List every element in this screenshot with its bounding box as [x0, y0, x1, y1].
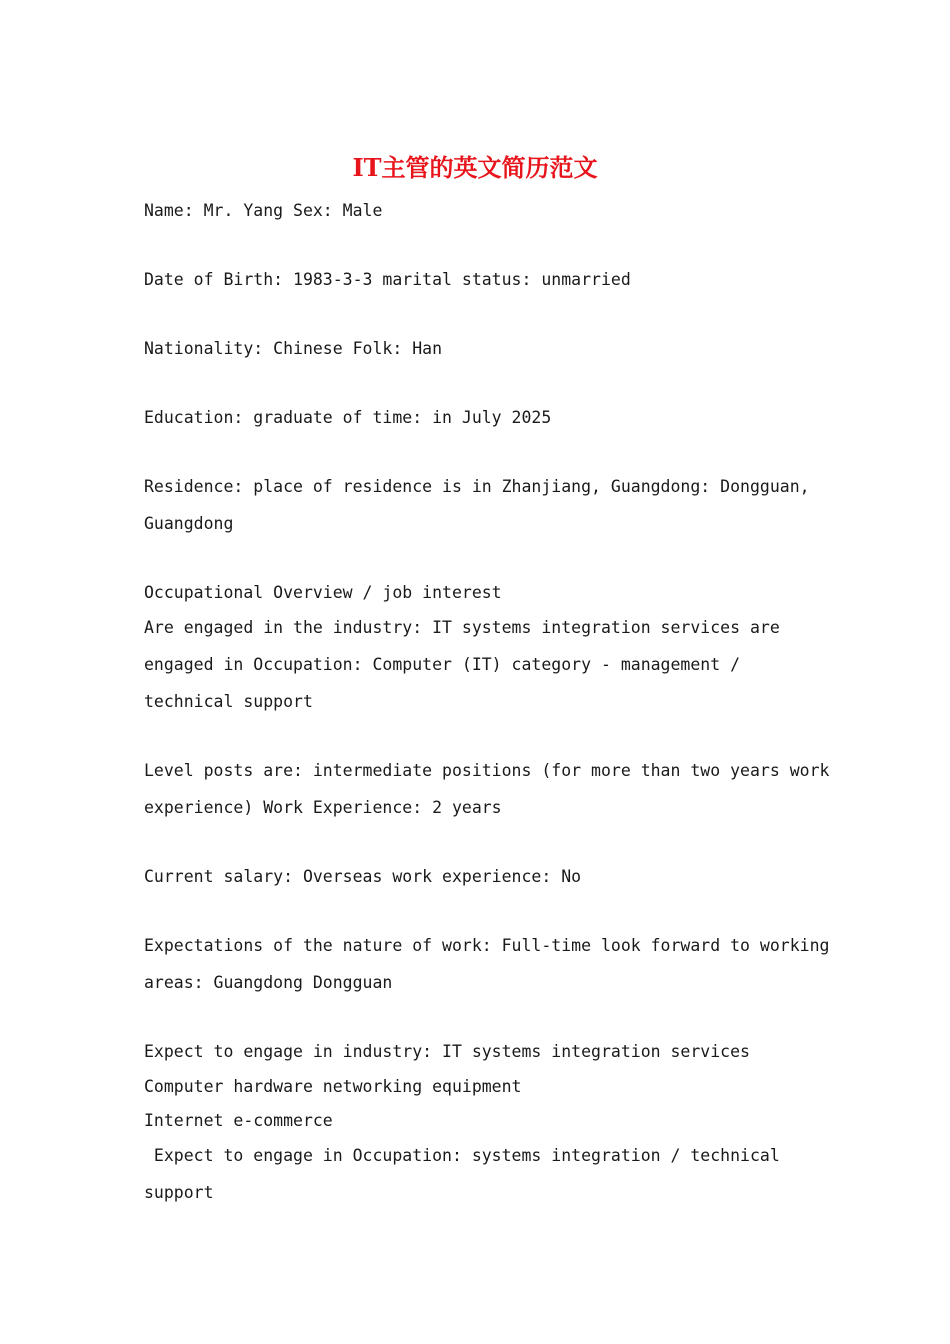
document-title: IT主管的英文简历范文	[352, 153, 598, 182]
text-line-birth: Date of Birth: 1983-3-3 marital status: unmarried	[144, 270, 631, 289]
text-line-nationality: Nationality: Chinese Folk: Han	[144, 339, 443, 358]
text-line-residence-cont: Guangdong	[144, 514, 234, 533]
text-line-name: Name: Mr. Yang Sex: Male	[144, 201, 383, 220]
text-line-occupation-cont: technical support	[144, 692, 313, 711]
text-line-education: Education: graduate of time: in July 2025	[144, 408, 552, 427]
text-line-level-cont: experience) Work Experience: 2 years	[144, 798, 502, 817]
text-line-ecommerce: Internet e-commerce	[144, 1111, 333, 1130]
text-line-residence: Residence: place of residence is in Zhanjiang, Guangdong: Dongguan,	[144, 477, 810, 496]
text-line-salary: Current salary: Overseas work experience: No	[144, 867, 582, 886]
text-line-occupation: engaged in Occupation: Computer (IT) category - management /	[144, 655, 741, 674]
text-line-industry: Are engaged in the industry: IT systems integration services are	[144, 618, 780, 637]
text-line-overview-heading: Occupational Overview / job interest	[144, 583, 502, 602]
text-line-expectations: Expectations of the nature of work: Full-time look forward to working	[144, 936, 830, 955]
text-line-expect-industry: Expect to engage in industry: IT systems integration services	[144, 1042, 750, 1061]
text-line-expect-occupation: Expect to engage in Occupation: systems integration / technical	[144, 1146, 780, 1165]
text-line-expectations-cont: areas: Guangdong Dongguan	[144, 973, 393, 992]
text-line-hardware: Computer hardware networking equipment	[144, 1077, 522, 1096]
text-line-level: Level posts are: intermediate positions (for more than two years work	[144, 761, 830, 780]
text-line-expect-occupation-cont: support	[144, 1183, 214, 1202]
